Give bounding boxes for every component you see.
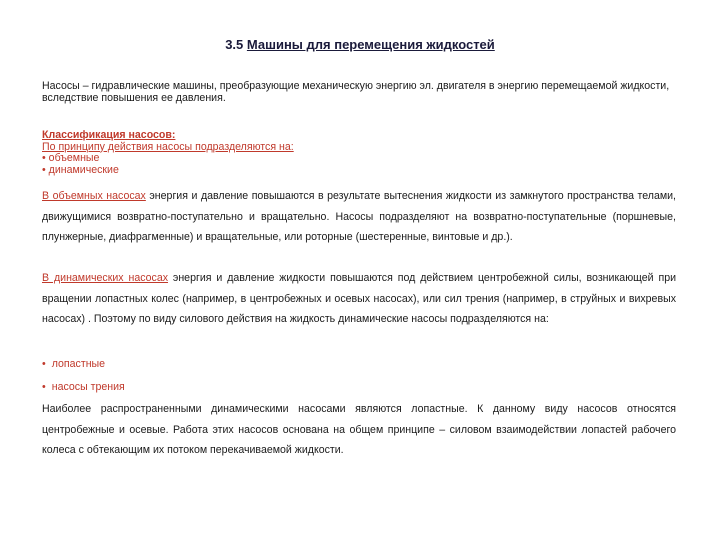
intro-paragraph: Насосы – гидравлические машины, преобразующие механическую энергию эл. двигателя в энергию перемещаемой жидкости, вследствие повышения ее давления. [42, 80, 670, 104]
volumetric-paragraph [42, 186, 676, 248]
title-number: 3.5 [225, 37, 244, 52]
classification-heading: Классификация насосов: [42, 129, 176, 141]
list-item-label: насосы трения [51, 380, 125, 393]
list-item-label: лопастные [51, 358, 106, 370]
list-item [42, 353, 676, 376]
dynamic-types-list [42, 353, 676, 398]
volumetric-text: энергия и давление повышаются в результате вытеснения жидкости из замкнутого пространства телами, движущимися возвратно-поступательно и вращательно. Насосы подразделяют на возвратно-поступательные (поршневые, плунжерные, диафрагменные) и вращательные, или роторные (шестеренные, винтовые и др.). [42, 190, 677, 244]
title-text: Машины для перемещения жидкостей [246, 37, 495, 52]
bullet-icon: • [42, 163, 46, 176]
list-item [42, 376, 676, 399]
dynamic-paragraph [42, 268, 676, 330]
dynamic-text: энергия и давление жидкости повышаются под действием центробежной силы, возникающей при вращении лопастных колес (например, в центробежных и осевых насосах), или сил трения (например, в струйных и вихревых насосах) . Поэтому по виду силового действия на жидкость динамические насосы подразделяются на: [42, 272, 676, 326]
closing-paragraph: Наиболее распространенными динамическими насосами являются лопастные. К данному виду насосов относятся центробежные и осевые. Работа этих насосов основана на общем принципе – силовом взаимодействии лопастей рабочего колеса с обтекающим их потоком перекачиваемой жидкости. [42, 403, 676, 457]
bullet-icon: • [42, 358, 46, 370]
bullet-icon: • [42, 152, 46, 165]
classification-section [42, 130, 676, 176]
classification-item [42, 165, 676, 177]
classification-subheading: По принципу действия насосы подразделяются на: [42, 140, 294, 153]
page-title [0, 37, 720, 52]
classification-item [42, 153, 676, 165]
bullet-icon: • [42, 380, 46, 393]
classification-item-label: динамические [48, 163, 119, 176]
classification-item-label: объемные [48, 152, 100, 165]
volumetric-lead: В объемных насосах [42, 190, 146, 202]
dynamic-lead: В динамических насосах [42, 272, 169, 284]
